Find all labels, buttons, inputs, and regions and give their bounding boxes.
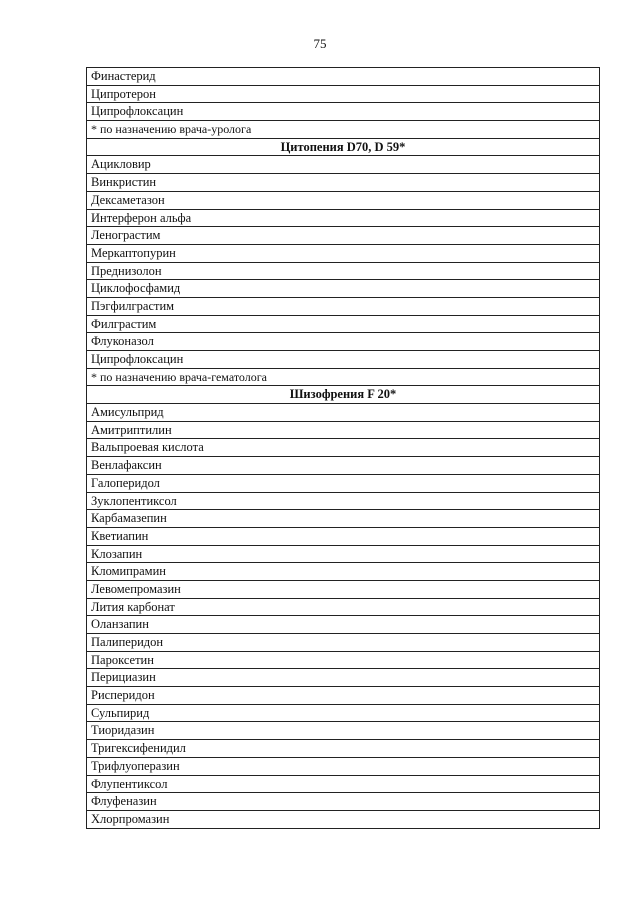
- table-row: Клозапин: [87, 546, 599, 564]
- table-row: Флуфеназин: [87, 793, 599, 811]
- table-row: Палиперидон: [87, 634, 599, 652]
- drug-table: [86, 67, 600, 829]
- table-row: Меркаптопурин: [87, 245, 599, 263]
- section-header: Цитопения D70, D 59*: [87, 139, 599, 157]
- section-note: * по назначению врача-уролога: [87, 121, 599, 139]
- table-row: Тиоридазин: [87, 722, 599, 740]
- table-row: Оланзапин: [87, 616, 599, 634]
- table-row: Амисульприд: [87, 404, 599, 422]
- section-note: * по назначению врача-гематолога: [87, 369, 599, 387]
- table-row: Левомепромазин: [87, 581, 599, 599]
- table-row: Интерферон альфа: [87, 210, 599, 228]
- table-row: Флуконазол: [87, 333, 599, 351]
- table-row: Кветиапин: [87, 528, 599, 546]
- table-row: Лития карбонат: [87, 599, 599, 617]
- table-row: Филграстим: [87, 316, 599, 334]
- table-row: Венлафаксин: [87, 457, 599, 475]
- table-row: Ацикловир: [87, 156, 599, 174]
- table-row: Финастерид: [87, 68, 599, 86]
- table-row: Дексаметазон: [87, 192, 599, 210]
- table-row: Пэгфилграстим: [87, 298, 599, 316]
- table-row: Хлорпромазин: [87, 811, 599, 829]
- table-row: Карбамазепин: [87, 510, 599, 528]
- table-row: Тригексифенидил: [87, 740, 599, 758]
- section-header: Шизофрения F 20*: [87, 386, 599, 404]
- table-row: Сульпирид: [87, 705, 599, 723]
- table-row: Перициазин: [87, 669, 599, 687]
- table-row: Амитриптилин: [87, 422, 599, 440]
- table-row: Преднизолон: [87, 263, 599, 281]
- table-row: Кломипрамин: [87, 563, 599, 581]
- table-row: Ципрофлоксацин: [87, 351, 599, 369]
- table-row: Циклофосфамид: [87, 280, 599, 298]
- table-row: Зуклопентиксол: [87, 493, 599, 511]
- table-row: Ципрофлоксацин: [87, 103, 599, 121]
- page-number: 75: [313, 36, 327, 51]
- table-row: Вальпроевая кислота: [87, 439, 599, 457]
- table-row: Рисперидон: [87, 687, 599, 705]
- table-row: Ленограстим: [87, 227, 599, 245]
- table-row: Флупентиксол: [87, 776, 599, 794]
- table-row: Ципротерон: [87, 86, 599, 104]
- table-row: Винкристин: [87, 174, 599, 192]
- table-row: Галоперидол: [87, 475, 599, 493]
- table-row: Пароксетин: [87, 652, 599, 670]
- table-row: Трифлуоперазин: [87, 758, 599, 776]
